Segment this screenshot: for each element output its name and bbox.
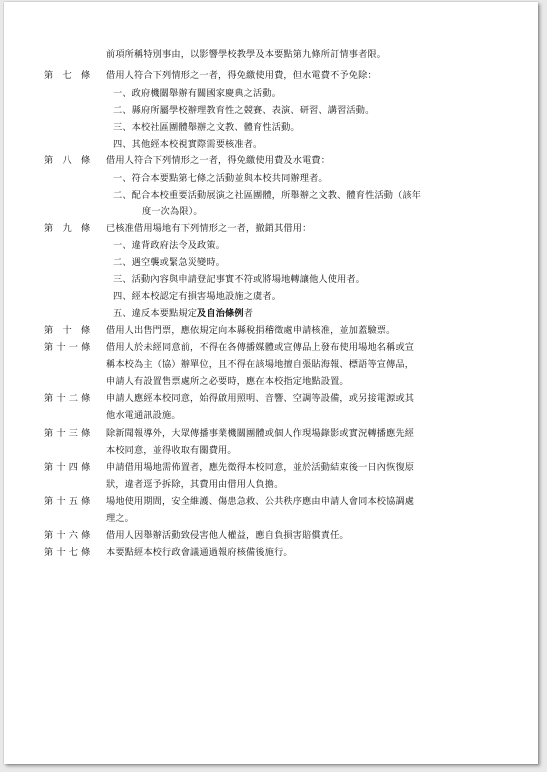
article-10-label: 第 十 條 [44,325,94,336]
article-8-item: 二、配合本校重要活動展演之社區團體，所舉辦之文教、體育性活動（該年 [113,190,422,201]
article-9-item: 一、違背政府法令及政策。 [113,240,226,251]
article-14-text: 狀，違者逕予拆除，其費用由借用人負擔。 [106,479,284,490]
article-7-text: 借用人符合下列情形之一者，得免繳使用費，但水電費不予免除： [106,70,377,81]
article-9-label: 第 九 條 [44,223,94,234]
article-7-item: 一、政府機關舉辦有關國家慶典之活動。 [113,88,282,99]
article-17-text: 本要點經本校行政會議通過報府核備後施行。 [106,547,293,558]
document-page [4,2,538,764]
article-15-text: 場地使用期間，安全維護、傷患急救、公共秩序應由申請人會同本校協調處 [106,496,415,507]
article-9-item: 二、遇空襲或緊急災變時。 [113,257,226,268]
article-13-text: 本校同意，並得收取有關費用。 [106,445,237,456]
article-7-item: 三、本校社區團體舉辦之文教、體育性活動。 [113,122,300,133]
article-9-item-5-suffix: 者 [243,308,254,319]
article-9-item: 四、經本校認定有損害場地設施之虞者。 [113,291,282,302]
article-9-item-5 [113,308,253,320]
article-7-item: 四、其他經本校視實際需要核准者。 [113,139,263,150]
article-11-text: 借用人於未經同意前，不得在各傳播媒體或宣傳品上發布使用場地名稱或宣 [106,342,415,353]
article-12-label: 第十二條 [44,393,94,404]
article-13-text: 除新聞報導外，大眾傳播事業機關團體或個人作現場錄影或實況轉播應先經 [106,428,415,439]
article-8-label: 第 八 條 [44,155,94,166]
article-11-text: 申請人有設置售票處所之必要時，應在本校指定地點設置。 [106,376,349,387]
article-11-label: 第十一條 [44,342,94,353]
article-9-item: 三、活動內容與申請登記事實不符或將場地轉讓他人使用者。 [113,274,366,285]
article-15-label: 第十五條 [44,496,94,507]
article-14-text: 申請借用場地需佈置者，應先徵得本校同意，並於活動結束後一日內恢復原 [106,462,415,473]
article-8-text: 借用人符合下列情形之一者，得免繳使用費及水電費： [106,155,331,166]
article-12-text: 申請人應經本校同意，始得啟用照明、音響、空調等設備，或另接電源或其 [106,393,415,404]
article-16-text: 借用人因舉辦活動致侵害他人權益，應自負損害賠償責任。 [106,530,349,541]
intro-text: 前項所稱特別事由，以影響學校教學及本要點第九條所訂情事者限。 [106,49,387,60]
article-14-label: 第十四條 [44,462,94,473]
article-13-label: 第十三條 [44,428,94,439]
article-7-item: 二、縣府所屬學校辦理教育性之競賽、表演、研習、講習活動。 [113,105,375,116]
article-9-item-5-prefix: 五、違反本要點規定 [113,308,198,319]
article-17-label: 第十七條 [44,547,94,558]
article-12-text: 他水電通訊設施。 [106,410,181,421]
article-16-label: 第十六條 [44,530,94,541]
article-9-item-5-bold: 及自治條例 [197,308,244,319]
article-11-text: 稱本校為主（協）辦單位，且不得在該場地擅自張貼海報、標語等宣傳品， [106,359,415,370]
article-7-label: 第 七 條 [44,70,94,81]
article-9-text: 已核准借用場地有下列情形之一者，撤銷其借用： [106,223,312,234]
article-10-text: 借用人出售門票，應依規定向本縣稅捐稽徵處申請核准，並加蓋驗票。 [106,325,396,336]
article-8-item: 一、符合本要點第七條之活動並與本校共同辦理者。 [113,173,328,184]
article-15-text: 理之。 [106,513,135,524]
article-8-item-continuation: 度一次為限）。 [142,206,203,217]
document-body [4,2,538,764]
